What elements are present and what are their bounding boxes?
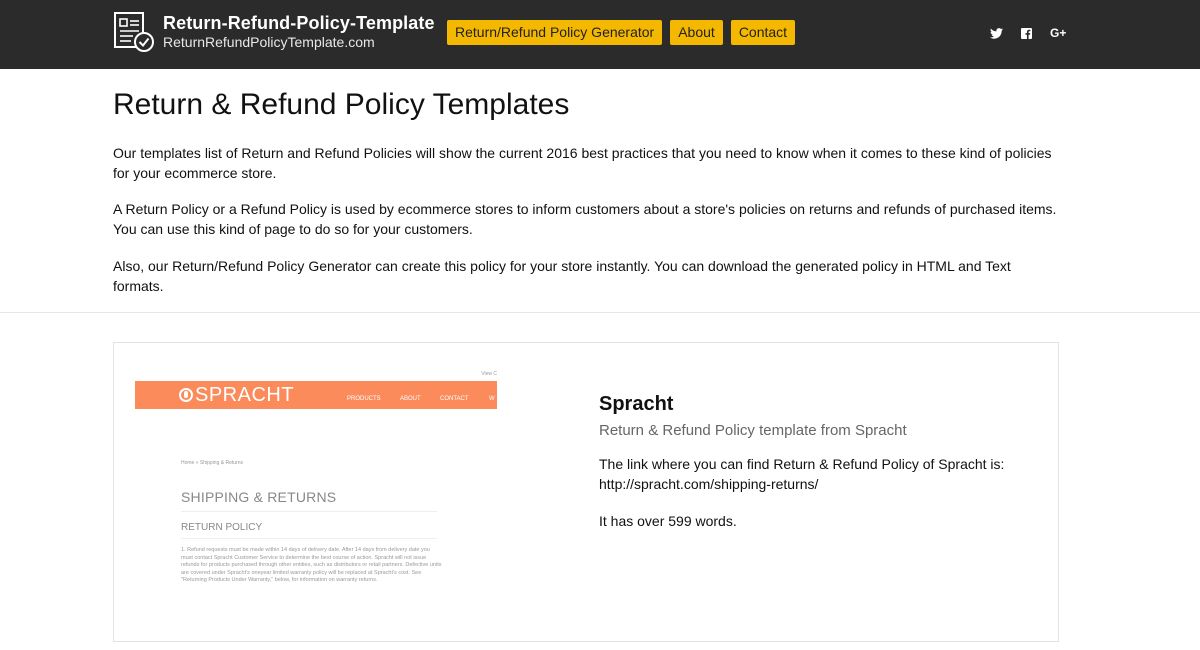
intro-paragraph: Our templates list of Return and Refund Policies will show the current 2016 best practices that you need to know when it comes to these kind of policies for your ecommerce store. [113,145,1052,181]
nav-contact-button[interactable]: Contact [731,20,795,45]
intro-paragraph: Also, our Return/Refund Policy Generator can create this policy for your store instantly. You can download the generated policy in HTML and Text formats. [113,258,1011,294]
facebook-icon[interactable] [1021,24,1032,42]
screenshot-menu-item: ABOUT [400,396,421,402]
template-word-count: It has over 599 words. [599,513,737,529]
spracht-logo-icon [179,388,193,402]
intro-paragraph: A Return Policy or a Refund Policy is used by ecommerce stores to inform customers about a store's policies on returns and refunds of purchased items. You can use this kind of page to do so for your customers. [113,201,1057,237]
page-title: Return & Refund Policy Templates [113,88,570,121]
screenshot-menu-item: CONTACT [440,396,469,402]
screenshot-logo [179,384,294,406]
twitter-icon[interactable] [990,24,1003,42]
screenshot-subheading: RETURN POLICY [181,522,263,533]
screenshot-breadcrumb: Home » Shipping & Returns [181,460,243,466]
document-check-logo-icon [113,11,155,53]
site-brand[interactable] [113,10,435,54]
template-screenshot[interactable] [135,369,497,609]
template-name[interactable]: Spracht [599,393,674,415]
template-link-intro: The link where you can find Return & Refund Policy of Spracht is: [599,456,1005,472]
screenshot-heading: SHIPPING & RETURNS [181,489,337,505]
screenshot-menu-item: PRODUCTS [347,396,381,402]
screenshot-view-cart: View C [481,371,497,377]
site-title: Return-Refund-Policy-Template [163,13,435,33]
nav-about-button[interactable]: About [670,20,723,45]
section-divider [0,312,1200,313]
screenshot-rule [181,538,437,539]
screenshot-header-bar [135,381,497,409]
screenshot-menu-item: W [489,396,495,402]
nav-generator-button[interactable]: Return/Refund Policy Generator [447,20,662,45]
top-navigation-bar [0,0,1200,69]
template-card[interactable] [113,342,1059,642]
screenshot-rule [181,511,437,512]
google-plus-icon[interactable]: G+ [1050,26,1067,40]
main-nav [447,20,803,45]
screenshot-body-text: 1. Refund requests must be made within 14 days of delivery date. After 14 days from delivery date you must contact Spracht Customer Service to determine the best course of action. Spracht will not issue refunds for products purchased through other entities, such as distributors or retail partners. Defective units are covered under Spracht's oneyear limited warranty policy will be replaced at Spracht's cost. See "Returning Products Under Warranty," below, for information on warranty returns. [181,547,442,583]
screenshot-logo-text: SPRACHT [195,384,295,406]
template-link[interactable]: http://spracht.com/shipping-returns/ [599,476,819,492]
social-links [990,24,1066,42]
site-domain: ReturnRefundPolicyTemplate.com [163,34,375,50]
template-subtitle: Return & Refund Policy template from Spracht [599,422,907,439]
